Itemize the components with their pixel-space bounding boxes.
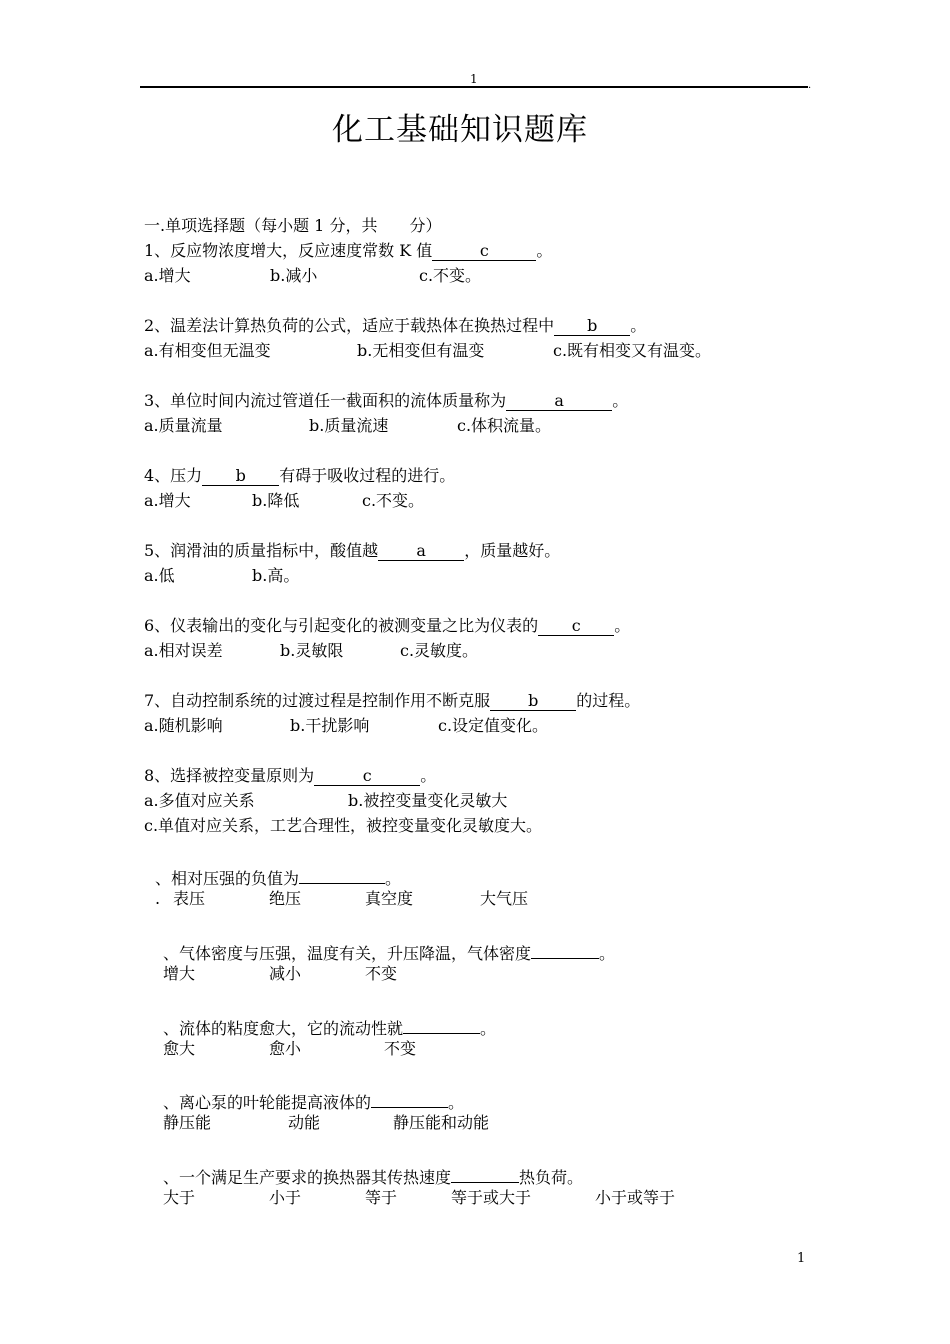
- question-2-option-c: c.既有相变又有温变。: [553, 341, 712, 360]
- header-rule: [140, 86, 808, 88]
- question-6-option-a: a.相对误差: [144, 641, 223, 660]
- question-3-option-a: a.质量流量: [144, 416, 223, 435]
- question-12-stem: 、离心泵的叶轮能提高液体的 。: [163, 1089, 464, 1113]
- question-7-option-c: c.设定值变化。: [438, 716, 549, 735]
- question-9-option-c: 真空度: [365, 889, 414, 908]
- question-12-option-b: 动能: [288, 1113, 321, 1132]
- question-10-stem: 、气体密度与压强，温度有关，升压降温，气体密度 。: [163, 940, 615, 964]
- question-13-option-d: 等于或大于: [451, 1188, 532, 1207]
- question-11-option-c: 不变: [384, 1039, 417, 1058]
- answer-blank: c: [314, 767, 420, 786]
- question-7-stem: 7、自动控制系统的过渡过程是控制作用不断克服 b 的过程。: [144, 691, 641, 710]
- answer-blank: b: [490, 692, 576, 711]
- question-13-option-c: 等于: [365, 1188, 398, 1207]
- question-13-option-e: 小于或等于: [595, 1188, 676, 1207]
- answer-blank: b: [554, 317, 630, 336]
- question-2-stem: 2、温差法计算热负荷的公式，适应于载热体在换热过程中 b 。: [144, 316, 647, 335]
- document-title: 化工基础知识题库: [332, 112, 588, 148]
- answer-blank: [299, 865, 385, 884]
- answer-blank: b: [202, 467, 279, 486]
- question-8-option-c: c.单值对应关系，工艺合理性，被控变量变化灵敏度大。: [144, 816, 543, 835]
- question-9-option-d: 大气压: [480, 889, 529, 908]
- question-7-option-b: b.干扰影响: [290, 716, 370, 735]
- question-3-stem: 3、单位时间内流过管道任一截面积的流体质量称为 a 。: [144, 391, 629, 410]
- question-5-option-b: b.高。: [252, 566, 300, 585]
- question-13-stem: 、一个满足生产要求的换热器其传热速度 热负荷。: [163, 1164, 583, 1188]
- question-9-option-a: 表压: [173, 889, 206, 908]
- question-4-option-a: a.增大: [144, 491, 191, 510]
- question-9-option-lead: .: [155, 889, 161, 908]
- question-11-option-b: 愈小: [269, 1039, 302, 1058]
- question-1-option-b: b.减小: [270, 266, 318, 285]
- question-10-option-a: 增大: [163, 964, 196, 983]
- answer-blank: [371, 1089, 448, 1108]
- question-3-option-b: b.质量流速: [309, 416, 389, 435]
- question-13-option-a: 大于: [163, 1188, 196, 1207]
- section-heading: 一.单项选择题（每小题 1 分，共 分）: [144, 216, 442, 235]
- answer-blank: c: [432, 242, 536, 261]
- question-8-stem: 8、选择被控变量原则为 c 。: [144, 766, 437, 785]
- answer-blank: c: [538, 617, 614, 636]
- question-7-option-a: a.随机影响: [144, 716, 223, 735]
- question-9-option-b: 绝压: [269, 889, 302, 908]
- answer-blank: a: [506, 392, 612, 411]
- answer-blank: [451, 1164, 519, 1183]
- question-9-stem: 、相对压强的负值为 。: [155, 865, 401, 889]
- question-3-option-c: c.体积流量。: [457, 416, 552, 435]
- question-6-option-b: b.灵敏限: [280, 641, 344, 660]
- question-5-stem: 5、润滑油的质量指标中，酸值越 a ，质量越好。: [144, 541, 561, 560]
- header-dot: .: [808, 80, 812, 91]
- question-11-option-a: 愈大: [163, 1039, 196, 1058]
- question-1-option-c: c.不变。: [419, 266, 482, 285]
- question-12-option-c: 静压能和动能: [393, 1113, 490, 1132]
- question-4-stem: 4、压力 b 有碍于吸收过程的进行。: [144, 466, 456, 485]
- question-13-option-b: 小于: [269, 1188, 302, 1207]
- question-12-option-a: 静压能: [163, 1113, 212, 1132]
- question-8-option-a: a.多值对应关系: [144, 791, 255, 810]
- header-page-number: 1: [470, 72, 478, 86]
- question-10-option-c: 不变: [365, 964, 398, 983]
- question-8-option-b: b.被控变量变化灵敏大: [348, 791, 508, 810]
- question-1-option-a: a.增大: [144, 266, 191, 285]
- answer-blank: a: [378, 542, 464, 561]
- answer-blank: [531, 940, 599, 959]
- question-2-option-b: b.无相变但有温变: [357, 341, 485, 360]
- question-2-option-a: a.有相变但无温变: [144, 341, 271, 360]
- footer-page-number: 1: [797, 1251, 806, 1266]
- answer-blank: [403, 1015, 480, 1034]
- question-1-stem: 1、反应物浓度增大，反应速度常数 K 值 c 。: [144, 241, 553, 260]
- question-4-option-b: b.降低: [252, 491, 300, 510]
- question-11-stem: 、流体的粘度愈大，它的流动性就 。: [163, 1015, 496, 1039]
- question-4-option-c: c.不变。: [362, 491, 425, 510]
- question-6-option-c: c.灵敏度。: [400, 641, 479, 660]
- question-10-option-b: 减小: [269, 964, 302, 983]
- question-5-option-a: a.低: [144, 566, 175, 585]
- question-6-stem: 6、仪表输出的变化与引起变化的被测变量之比为仪表的 c 。: [144, 616, 631, 635]
